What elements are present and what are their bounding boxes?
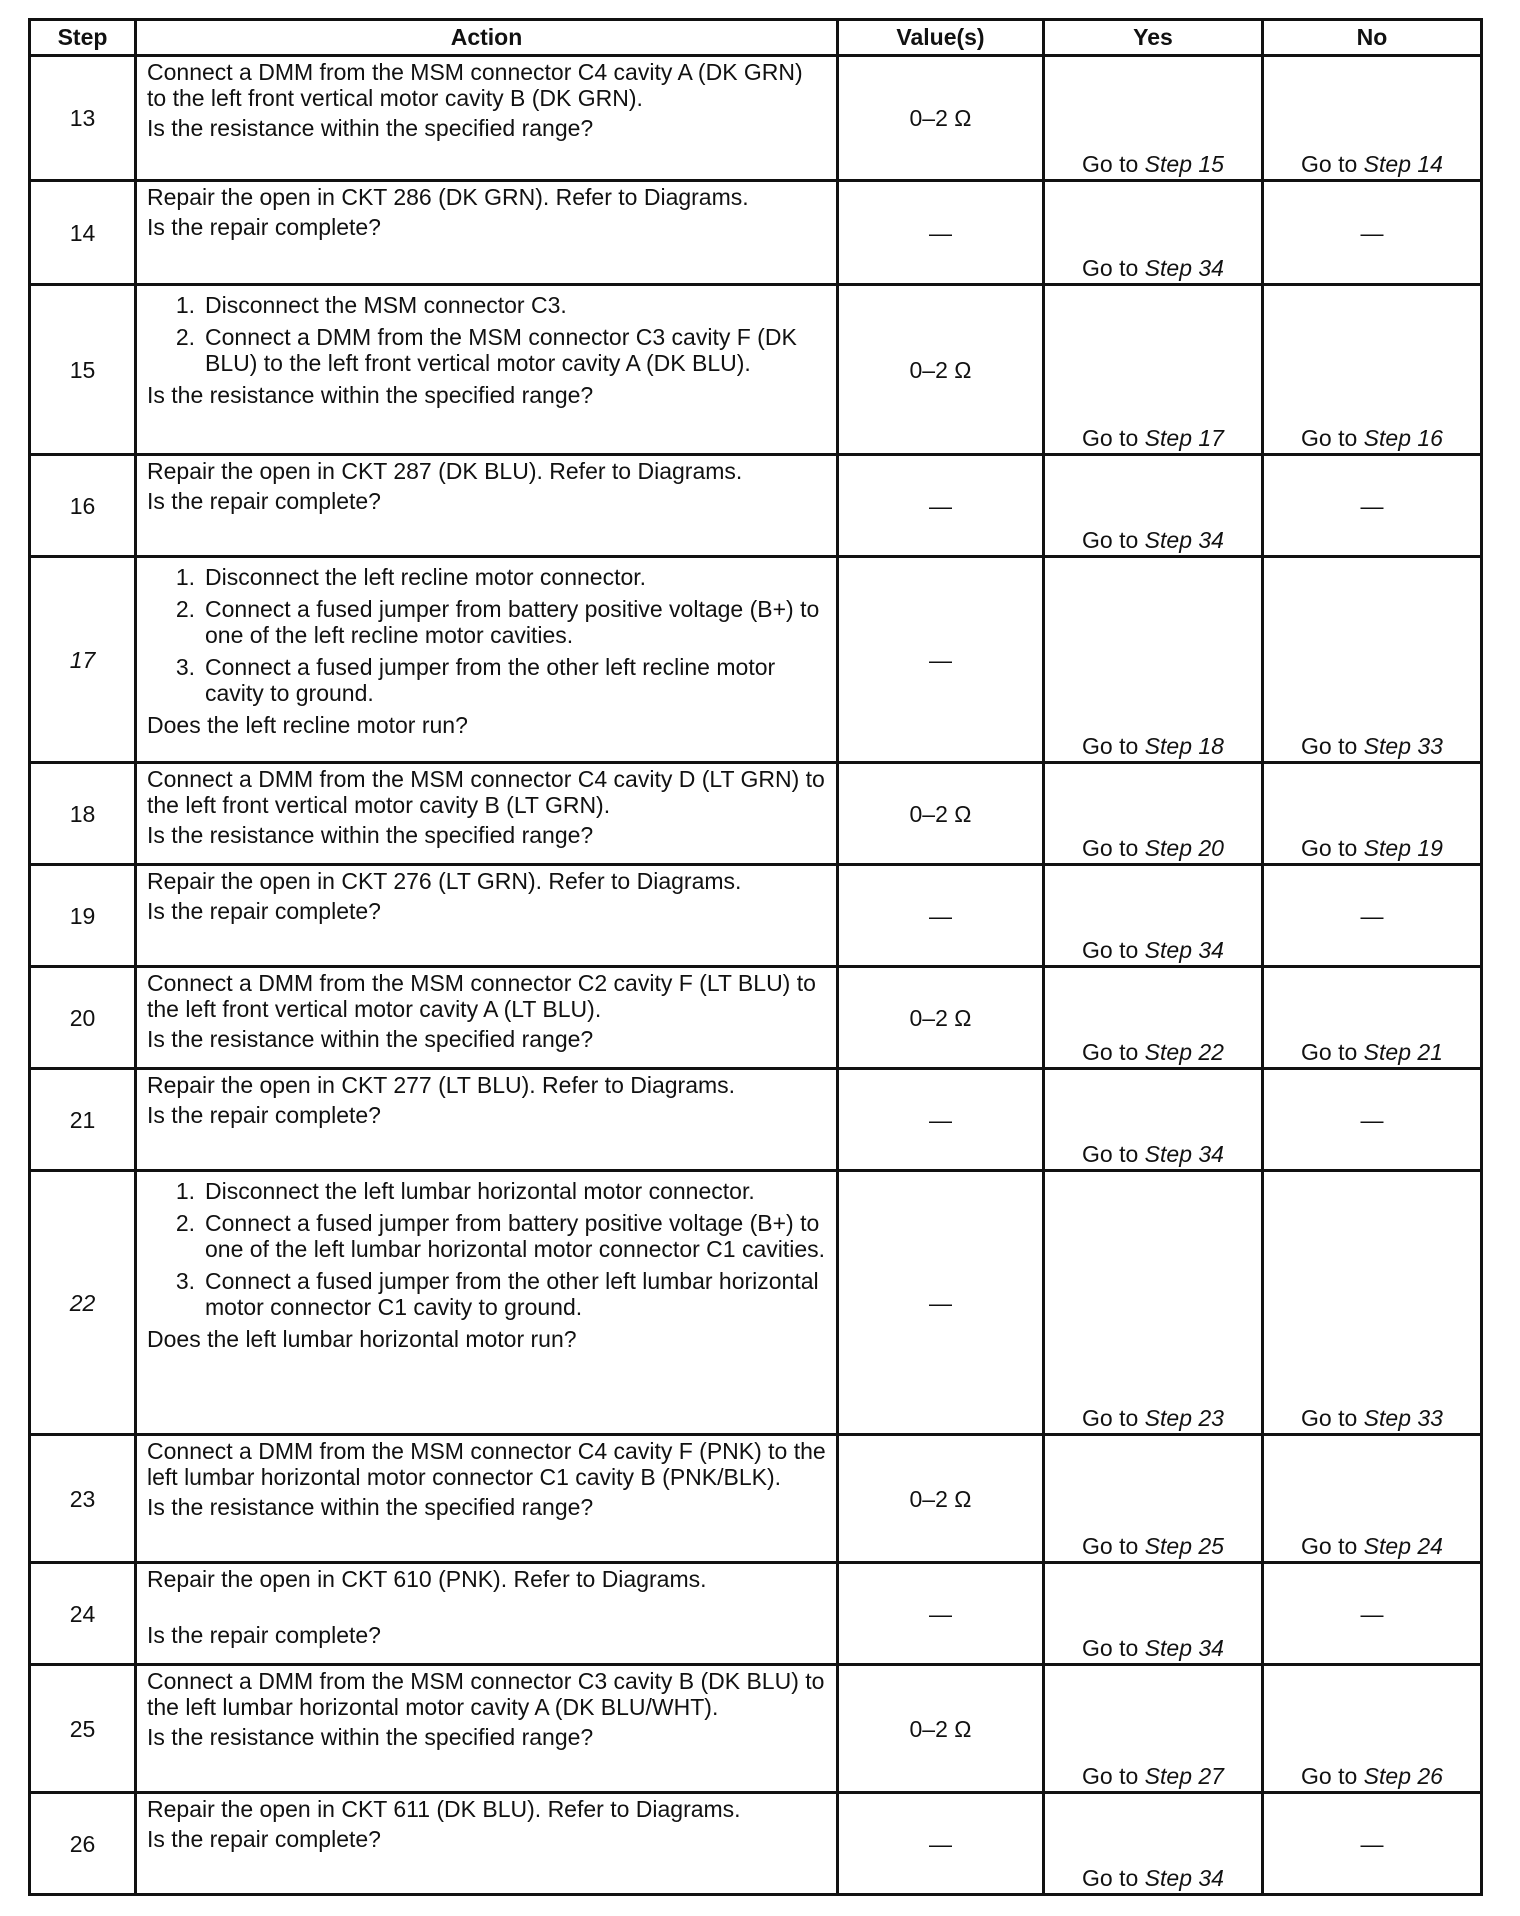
step-number: 18	[30, 763, 136, 865]
no-cell	[1263, 1435, 1482, 1563]
value-cell: —	[838, 455, 1044, 557]
action-cell	[136, 763, 838, 865]
yes-cell	[1044, 181, 1263, 285]
action-question: Is the resistance within the specified range?	[147, 1026, 594, 1052]
step-number: 15	[30, 285, 136, 455]
action-question: Is the repair complete?	[147, 488, 381, 514]
no-cell	[1263, 557, 1482, 763]
action-cell	[136, 1563, 838, 1665]
action-cell	[136, 455, 838, 557]
value-cell: 0–2 Ω	[838, 1665, 1044, 1793]
step-number: 13	[30, 56, 136, 181]
action-question: Is the resistance within the specified range?	[147, 382, 594, 408]
value-cell: 0–2 Ω	[838, 285, 1044, 455]
action-text: Repair the open in CKT 610 (PNK). Refer to Diagrams.	[147, 1566, 707, 1592]
table-row	[30, 1793, 1482, 1895]
yes-cell	[1044, 285, 1263, 455]
action-text: Repair the open in CKT 611 (DK BLU). Refer to Diagrams.	[147, 1796, 741, 1822]
no-step-reference: Step 33	[1363, 733, 1443, 759]
action-question: Does the left lumbar horizontal motor run?	[147, 1326, 577, 1352]
list-item-number: 2.	[175, 1210, 195, 1236]
yes-step-reference: Step 27	[1144, 1763, 1224, 1789]
action-cell	[136, 1069, 838, 1171]
no-step-reference: Step 16	[1363, 425, 1443, 451]
no-dash: —	[1360, 1600, 1384, 1627]
header-no: No	[1263, 20, 1482, 56]
value-cell: 0–2 Ω	[838, 967, 1044, 1069]
list-item-text: Connect a fused jumper from the other left lumbar horizontal motor connector C1 cavity to ground.	[205, 1268, 819, 1320]
list-item-text: Disconnect the left recline motor connector.	[205, 564, 647, 590]
list-item-text: Connect a fused jumper from battery positive voltage (B+) to one of the left lumbar horizontal motor connector C1 cavities.	[205, 1210, 826, 1262]
list-item	[147, 654, 826, 706]
yes-cell	[1044, 967, 1263, 1069]
list-item-text: Connect a DMM from the MSM connector C3 cavity F (DK BLU) to the left front vertical motor cavity A (DK BLU).	[205, 324, 797, 376]
yes-step-reference: Step 34	[1144, 527, 1224, 553]
table-row	[30, 1171, 1482, 1435]
no-go-to-text: Go to	[1301, 1763, 1358, 1789]
header-values: Value(s)	[838, 20, 1044, 56]
action-question: Is the resistance within the specified range?	[147, 1724, 594, 1750]
action-cell	[136, 1665, 838, 1793]
yes-go-to-text: Go to	[1082, 937, 1139, 963]
action-question: Is the resistance within the specified range?	[147, 115, 594, 141]
action-cell	[136, 1171, 838, 1435]
table-row	[30, 967, 1482, 1069]
value-cell: —	[838, 1069, 1044, 1171]
yes-step-reference: Step 34	[1144, 1865, 1224, 1891]
table-header-row	[30, 20, 1482, 56]
yes-cell	[1044, 865, 1263, 967]
yes-cell	[1044, 56, 1263, 181]
step-number: 25	[30, 1665, 136, 1793]
list-item-number: 3.	[175, 654, 195, 680]
yes-go-to-text: Go to	[1082, 1865, 1139, 1891]
no-cell	[1263, 865, 1482, 967]
action-steps-list	[147, 292, 826, 376]
no-dash: —	[1360, 902, 1384, 929]
action-steps-list	[147, 1178, 826, 1320]
action-text: Connect a DMM from the MSM connector C2 cavity F (LT BLU) to the left front vertical motor cavity A (LT BLU).	[147, 970, 816, 1022]
no-go-to-text: Go to	[1301, 1533, 1358, 1559]
no-cell	[1263, 285, 1482, 455]
value-cell: 0–2 Ω	[838, 1435, 1044, 1563]
step-number: 24	[30, 1563, 136, 1665]
table-row	[30, 181, 1482, 285]
no-cell	[1263, 1171, 1482, 1435]
no-step-reference: Step 33	[1363, 1405, 1443, 1431]
value-cell: 0–2 Ω	[838, 56, 1044, 181]
yes-step-reference: Step 34	[1144, 1141, 1224, 1167]
no-cell	[1263, 181, 1482, 285]
action-text: Connect a DMM from the MSM connector C4 cavity D (LT GRN) to the left front vertical motor cavity B (LT GRN).	[147, 766, 825, 818]
action-text: Connect a DMM from the MSM connector C4 cavity F (PNK) to the left lumbar horizontal motor connector C1 cavity B (PNK/BLK).	[147, 1438, 826, 1490]
list-item-text: Disconnect the MSM connector C3.	[205, 292, 567, 318]
value-cell: —	[838, 1563, 1044, 1665]
no-go-to-text: Go to	[1301, 835, 1358, 861]
yes-go-to-text: Go to	[1082, 1141, 1139, 1167]
step-number: 26	[30, 1793, 136, 1895]
no-cell	[1263, 967, 1482, 1069]
yes-cell	[1044, 455, 1263, 557]
yes-step-reference: Step 34	[1144, 1635, 1224, 1661]
no-go-to-text: Go to	[1301, 1039, 1358, 1065]
yes-step-reference: Step 34	[1144, 937, 1224, 963]
table-row	[30, 1563, 1482, 1665]
step-number: 19	[30, 865, 136, 967]
yes-go-to-text: Go to	[1082, 151, 1139, 177]
yes-step-reference: Step 17	[1144, 425, 1224, 451]
action-cell	[136, 967, 838, 1069]
yes-go-to-text: Go to	[1082, 1635, 1139, 1661]
action-cell	[136, 865, 838, 967]
yes-go-to-text: Go to	[1082, 733, 1139, 759]
no-cell	[1263, 455, 1482, 557]
list-item-number: 1.	[175, 564, 195, 590]
action-question: Does the left recline motor run?	[147, 712, 468, 738]
step-number: 23	[30, 1435, 136, 1563]
table-row	[30, 865, 1482, 967]
action-text: Connect a DMM from the MSM connector C3 cavity B (DK BLU) to the left lumbar horizontal motor cavity A (DK BLU/WHT).	[147, 1668, 825, 1720]
yes-go-to-text: Go to	[1082, 835, 1139, 861]
action-question: Is the resistance within the specified range?	[147, 1494, 594, 1520]
list-item-number: 3.	[175, 1268, 195, 1294]
yes-step-reference: Step 20	[1144, 835, 1224, 861]
yes-cell	[1044, 1435, 1263, 1563]
no-go-to-text: Go to	[1301, 425, 1358, 451]
header-action: Action	[136, 20, 838, 56]
action-text: Repair the open in CKT 276 (LT GRN). Refer to Diagrams.	[147, 868, 742, 894]
yes-go-to-text: Go to	[1082, 425, 1139, 451]
action-question: Is the repair complete?	[147, 898, 381, 924]
yes-step-reference: Step 34	[1144, 255, 1224, 281]
yes-step-reference: Step 23	[1144, 1405, 1224, 1431]
no-step-reference: Step 14	[1363, 151, 1443, 177]
action-cell	[136, 1435, 838, 1563]
table-row	[30, 56, 1482, 181]
no-cell	[1263, 763, 1482, 865]
yes-step-reference: Step 25	[1144, 1533, 1224, 1559]
action-cell	[136, 56, 838, 181]
yes-cell	[1044, 557, 1263, 763]
step-number: 16	[30, 455, 136, 557]
yes-go-to-text: Go to	[1082, 527, 1139, 553]
table-row	[30, 1665, 1482, 1793]
list-item-text: Disconnect the left lumbar horizontal motor connector.	[205, 1178, 755, 1204]
action-question: Is the resistance within the specified range?	[147, 822, 594, 848]
action-text: Repair the open in CKT 286 (DK GRN). Refer to Diagrams.	[147, 184, 749, 210]
action-question: Is the repair complete?	[147, 1102, 381, 1128]
diagnostic-procedure-document	[28, 18, 1480, 1896]
action-question: Is the repair complete?	[147, 214, 381, 240]
step-number: 17	[30, 557, 136, 763]
list-item	[147, 564, 826, 590]
value-cell: —	[838, 1171, 1044, 1435]
yes-go-to-text: Go to	[1082, 1039, 1139, 1065]
table-row	[30, 763, 1482, 865]
list-item	[147, 1178, 826, 1204]
no-step-reference: Step 21	[1363, 1039, 1443, 1065]
list-item-number: 1.	[175, 1178, 195, 1204]
value-cell: —	[838, 181, 1044, 285]
no-cell	[1263, 1069, 1482, 1171]
table-row	[30, 1069, 1482, 1171]
action-cell	[136, 1793, 838, 1895]
list-item	[147, 292, 826, 318]
yes-step-reference: Step 22	[1144, 1039, 1224, 1065]
no-dash: —	[1360, 492, 1384, 519]
value-cell: —	[838, 557, 1044, 763]
list-item	[147, 1210, 826, 1262]
no-go-to-text: Go to	[1301, 151, 1358, 177]
list-item-number: 2.	[175, 596, 195, 622]
header-yes: Yes	[1044, 20, 1263, 56]
yes-go-to-text: Go to	[1082, 1405, 1139, 1431]
no-step-reference: Step 24	[1363, 1533, 1443, 1559]
yes-go-to-text: Go to	[1082, 255, 1139, 281]
action-question: Is the repair complete?	[147, 1826, 381, 1852]
no-cell	[1263, 1665, 1482, 1793]
yes-cell	[1044, 1171, 1263, 1435]
value-cell: —	[838, 1793, 1044, 1895]
list-item	[147, 1268, 826, 1320]
no-dash: —	[1360, 1106, 1384, 1133]
no-step-reference: Step 26	[1363, 1763, 1443, 1789]
step-number: 21	[30, 1069, 136, 1171]
action-text: Repair the open in CKT 277 (LT BLU). Refer to Diagrams.	[147, 1072, 736, 1098]
no-go-to-text: Go to	[1301, 733, 1358, 759]
diagnostic-table	[28, 18, 1483, 1896]
action-cell	[136, 285, 838, 455]
list-item-number: 2.	[175, 324, 195, 350]
no-go-to-text: Go to	[1301, 1405, 1358, 1431]
table-row	[30, 557, 1482, 763]
header-step: Step	[30, 20, 136, 56]
yes-cell	[1044, 1665, 1263, 1793]
list-item	[147, 324, 826, 376]
action-text: Connect a DMM from the MSM connector C4 cavity A (DK GRN) to the left front vertical motor cavity B (DK GRN).	[147, 59, 803, 111]
yes-cell	[1044, 1793, 1263, 1895]
yes-go-to-text: Go to	[1082, 1533, 1139, 1559]
yes-cell	[1044, 1563, 1263, 1665]
no-dash: —	[1360, 219, 1384, 246]
action-steps-list	[147, 564, 826, 706]
yes-cell	[1044, 763, 1263, 865]
yes-step-reference: Step 15	[1144, 151, 1224, 177]
action-cell	[136, 181, 838, 285]
no-cell	[1263, 56, 1482, 181]
list-item	[147, 596, 826, 648]
table-row	[30, 1435, 1482, 1563]
action-text: Repair the open in CKT 287 (DK BLU). Refer to Diagrams.	[147, 458, 743, 484]
action-cell	[136, 557, 838, 763]
step-number: 20	[30, 967, 136, 1069]
list-item-text: Connect a fused jumper from battery positive voltage (B+) to one of the left recline motor cavities.	[205, 596, 820, 648]
table-row	[30, 285, 1482, 455]
step-number: 14	[30, 181, 136, 285]
list-item-number: 1.	[175, 292, 195, 318]
value-cell: —	[838, 865, 1044, 967]
no-step-reference: Step 19	[1363, 835, 1443, 861]
no-dash: —	[1360, 1830, 1384, 1857]
no-cell	[1263, 1793, 1482, 1895]
value-cell: 0–2 Ω	[838, 763, 1044, 865]
step-number: 22	[30, 1171, 136, 1435]
yes-go-to-text: Go to	[1082, 1763, 1139, 1789]
table-row	[30, 455, 1482, 557]
action-question: Is the repair complete?	[147, 1622, 381, 1648]
yes-step-reference: Step 18	[1144, 733, 1224, 759]
yes-cell	[1044, 1069, 1263, 1171]
list-item-text: Connect a fused jumper from the other left recline motor cavity to ground.	[205, 654, 776, 706]
no-cell	[1263, 1563, 1482, 1665]
